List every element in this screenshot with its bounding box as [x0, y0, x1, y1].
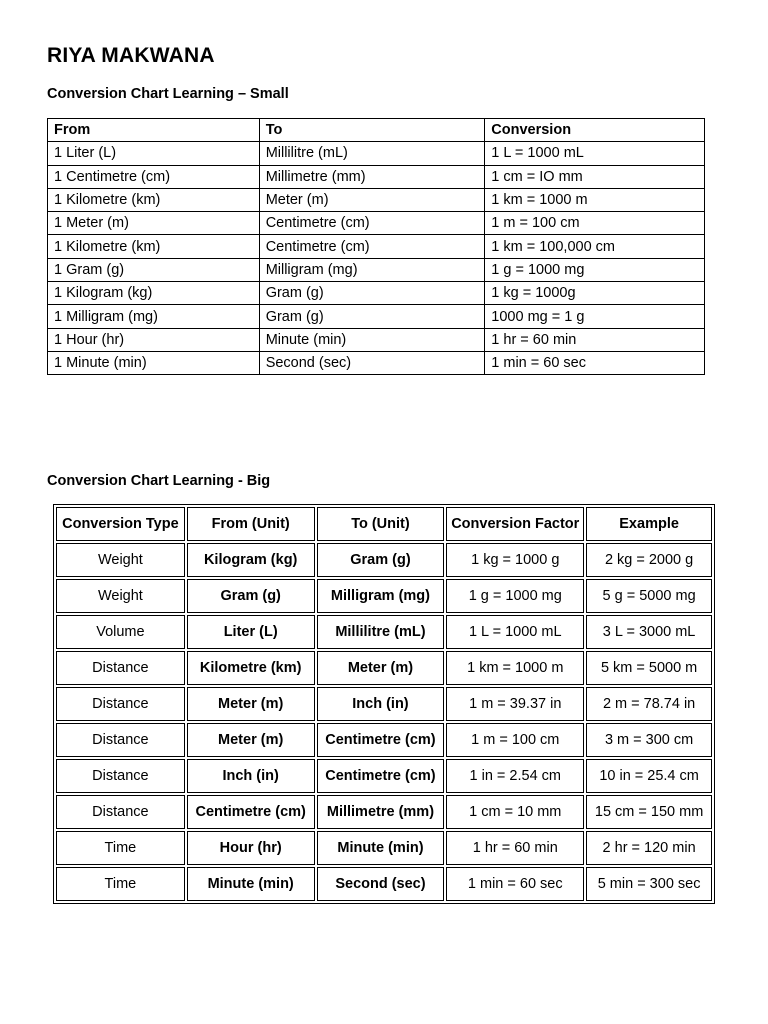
- small-cell-from: 1 Hour (hr): [48, 328, 260, 351]
- small-cell-conversion: 1 km = 100,000 cm: [485, 235, 705, 258]
- small-cell-from: 1 Liter (L): [48, 142, 260, 165]
- big-table-row: [56, 867, 712, 901]
- big-cell-from-unit: Centimetre (cm): [187, 795, 315, 829]
- big-cell-from-unit: Kilometre (km): [187, 651, 315, 685]
- big-table-row: [56, 723, 712, 757]
- big-cell-to-unit: Inch (in): [317, 687, 445, 721]
- big-header-conversion-type: Conversion Type: [56, 507, 185, 541]
- small-chart-heading: Conversion Chart Learning – Small: [47, 86, 289, 102]
- big-cell-example: 15 cm = 150 mm: [586, 795, 712, 829]
- small-table-row: [48, 282, 705, 305]
- big-cell-from-unit: Gram (g): [187, 579, 315, 613]
- big-cell-from-unit: Hour (hr): [187, 831, 315, 865]
- big-table-row: [56, 831, 712, 865]
- small-cell-from: 1 Minute (min): [48, 351, 260, 374]
- small-table-row: [48, 188, 705, 211]
- big-cell-conversion-type: Volume: [56, 615, 185, 649]
- big-cell-conversion-type: Distance: [56, 687, 185, 721]
- big-cell-conversion-factor: 1 m = 39.37 in: [446, 687, 584, 721]
- big-cell-from-unit: Liter (L): [187, 615, 315, 649]
- small-table-header-row: [48, 119, 705, 142]
- small-table-row: [48, 142, 705, 165]
- big-cell-conversion-factor: 1 m = 100 cm: [446, 723, 584, 757]
- small-cell-conversion: 1 km = 1000 m: [485, 188, 705, 211]
- small-cell-conversion: 1 cm = IO mm: [485, 165, 705, 188]
- small-cell-to: Centimetre (cm): [259, 212, 485, 235]
- small-conversion-table: [47, 118, 705, 375]
- big-header-example: Example: [586, 507, 712, 541]
- small-cell-conversion: 1 kg = 1000g: [485, 282, 705, 305]
- big-cell-conversion-type: Weight: [56, 579, 185, 613]
- big-cell-conversion-type: Distance: [56, 723, 185, 757]
- big-cell-conversion-factor: 1 hr = 60 min: [446, 831, 584, 865]
- big-table-header-row: [56, 507, 712, 541]
- small-cell-from: 1 Kilogram (kg): [48, 282, 260, 305]
- small-cell-to: Milligram (mg): [259, 258, 485, 281]
- small-cell-conversion: 1 L = 1000 mL: [485, 142, 705, 165]
- big-cell-conversion-type: Distance: [56, 651, 185, 685]
- big-cell-from-unit: Kilogram (kg): [187, 543, 315, 577]
- big-cell-conversion-factor: 1 kg = 1000 g: [446, 543, 584, 577]
- small-cell-to: Second (sec): [259, 351, 485, 374]
- big-cell-to-unit: Centimetre (cm): [317, 723, 445, 757]
- big-cell-example: 2 m = 78.74 in: [586, 687, 712, 721]
- small-cell-to: Meter (m): [259, 188, 485, 211]
- big-table-row: [56, 543, 712, 577]
- author-name: RIYA MAKWANA: [47, 44, 215, 67]
- small-table-row: [48, 235, 705, 258]
- big-cell-conversion-factor: 1 L = 1000 mL: [446, 615, 584, 649]
- big-cell-example: 3 m = 300 cm: [586, 723, 712, 757]
- big-cell-example: 5 min = 300 sec: [586, 867, 712, 901]
- big-cell-to-unit: Milligram (mg): [317, 579, 445, 613]
- big-cell-conversion-type: Distance: [56, 759, 185, 793]
- big-cell-to-unit: Second (sec): [317, 867, 445, 901]
- big-cell-from-unit: Meter (m): [187, 687, 315, 721]
- big-table-row: [56, 759, 712, 793]
- small-cell-conversion: 1 min = 60 sec: [485, 351, 705, 374]
- small-header-to: To: [259, 119, 485, 142]
- big-cell-example: 2 kg = 2000 g: [586, 543, 712, 577]
- big-table-row: [56, 795, 712, 829]
- big-cell-conversion-type: Time: [56, 867, 185, 901]
- big-cell-to-unit: Gram (g): [317, 543, 445, 577]
- small-cell-to: Gram (g): [259, 305, 485, 328]
- big-table-row: [56, 579, 712, 613]
- big-header-conversion-factor: Conversion Factor: [446, 507, 584, 541]
- big-cell-conversion-factor: 1 g = 1000 mg: [446, 579, 584, 613]
- small-header-conversion: Conversion: [485, 119, 705, 142]
- big-cell-from-unit: Meter (m): [187, 723, 315, 757]
- small-table-row: [48, 351, 705, 374]
- big-cell-example: 5 g = 5000 mg: [586, 579, 712, 613]
- small-cell-conversion: 1000 mg = 1 g: [485, 305, 705, 328]
- big-table-row: [56, 687, 712, 721]
- big-cell-example: 10 in = 25.4 cm: [586, 759, 712, 793]
- small-table-row: [48, 328, 705, 351]
- small-table-row: [48, 258, 705, 281]
- small-table-row: [48, 212, 705, 235]
- small-cell-conversion: 1 g = 1000 mg: [485, 258, 705, 281]
- big-header-from-unit: From (Unit): [187, 507, 315, 541]
- small-cell-conversion: 1 hr = 60 min: [485, 328, 705, 351]
- big-table-row: [56, 651, 712, 685]
- big-cell-conversion-factor: 1 cm = 10 mm: [446, 795, 584, 829]
- big-cell-to-unit: Millimetre (mm): [317, 795, 445, 829]
- big-cell-conversion-type: Distance: [56, 795, 185, 829]
- small-cell-to: Gram (g): [259, 282, 485, 305]
- big-chart-heading: Conversion Chart Learning - Big: [47, 473, 271, 489]
- big-cell-from-unit: Minute (min): [187, 867, 315, 901]
- big-cell-example: 5 km = 5000 m: [586, 651, 712, 685]
- small-cell-conversion: 1 m = 100 cm: [485, 212, 705, 235]
- big-cell-conversion-factor: 1 in = 2.54 cm: [446, 759, 584, 793]
- small-table-row: [48, 305, 705, 328]
- big-cell-to-unit: Centimetre (cm): [317, 759, 445, 793]
- big-cell-to-unit: Millilitre (mL): [317, 615, 445, 649]
- small-cell-from: 1 Gram (g): [48, 258, 260, 281]
- big-cell-to-unit: Minute (min): [317, 831, 445, 865]
- small-cell-from: 1 Kilometre (km): [48, 235, 260, 258]
- small-cell-to: Minute (min): [259, 328, 485, 351]
- small-cell-to: Centimetre (cm): [259, 235, 485, 258]
- big-header-to-unit: To (Unit): [317, 507, 445, 541]
- small-table-row: [48, 165, 705, 188]
- small-header-from: From: [48, 119, 260, 142]
- big-cell-example: 2 hr = 120 min: [586, 831, 712, 865]
- small-cell-from: 1 Milligram (mg): [48, 305, 260, 328]
- small-cell-from: 1 Kilometre (km): [48, 188, 260, 211]
- small-cell-from: 1 Centimetre (cm): [48, 165, 260, 188]
- big-cell-from-unit: Inch (in): [187, 759, 315, 793]
- big-cell-conversion-factor: 1 km = 1000 m: [446, 651, 584, 685]
- big-cell-conversion-factor: 1 min = 60 sec: [446, 867, 584, 901]
- small-cell-from: 1 Meter (m): [48, 212, 260, 235]
- big-cell-conversion-type: Weight: [56, 543, 185, 577]
- small-cell-to: Millimetre (mm): [259, 165, 485, 188]
- big-conversion-table: [53, 504, 715, 904]
- big-cell-example: 3 L = 3000 mL: [586, 615, 712, 649]
- big-cell-conversion-type: Time: [56, 831, 185, 865]
- small-cell-to: Millilitre (mL): [259, 142, 485, 165]
- big-cell-to-unit: Meter (m): [317, 651, 445, 685]
- big-table-row: [56, 615, 712, 649]
